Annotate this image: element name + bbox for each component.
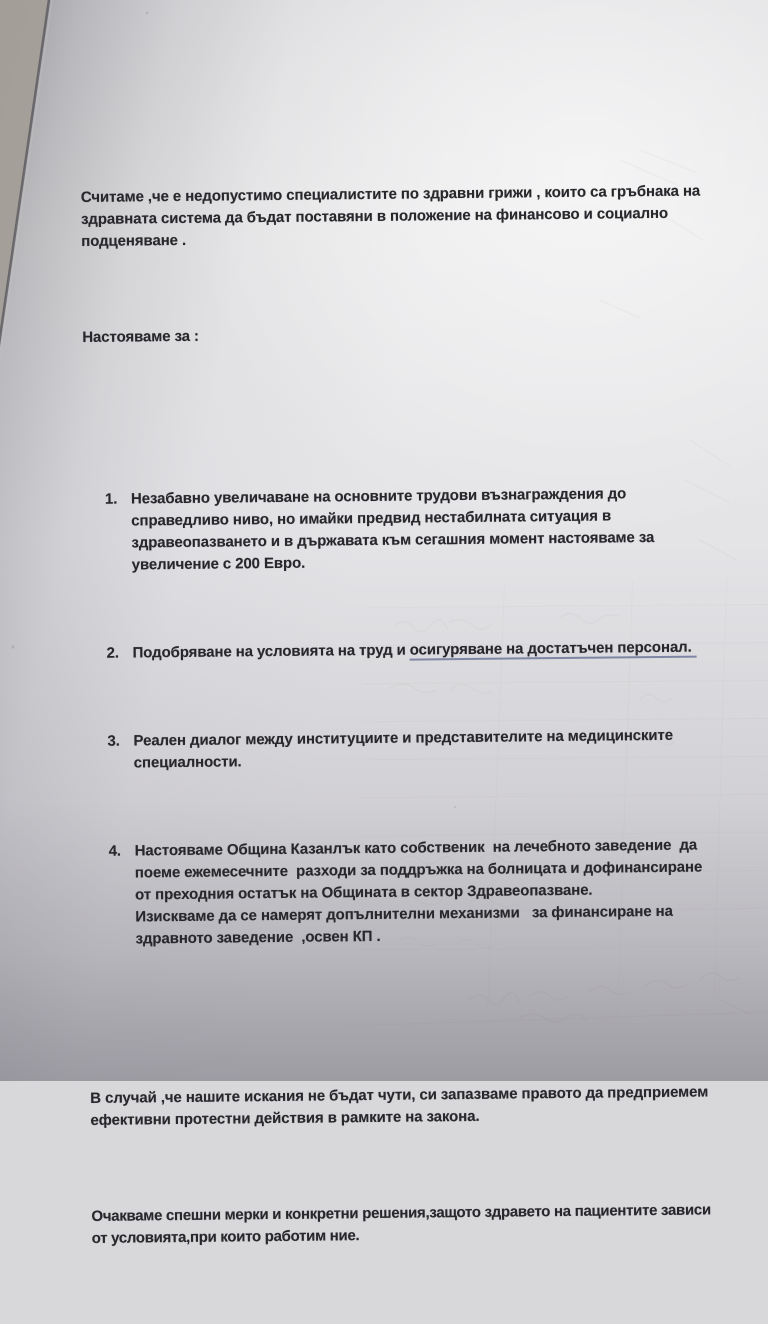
demand-item-4 xyxy=(88,834,721,951)
demand-text xyxy=(132,636,717,664)
demand-text xyxy=(135,834,721,950)
demands-intro: Настояваме за : xyxy=(82,327,199,346)
underlined-demand-text: осигуряване на достатъчен персонал. xyxy=(410,639,697,661)
demand-continuation: Изискваме да се намерят допълнителни механизми за финансиране на здравното заведение ,освен КП . xyxy=(135,902,678,948)
demands-list xyxy=(83,416,721,1017)
demand-text: Незабавно увеличаване на основните трудови възнаграждения до справедливо ниво, но имайки предвид нестабилната ситуация в здравеопазването и в държавата към сегашния момент настояваме за увеличение с 200 Евро. xyxy=(130,485,659,574)
demand-number: 2. xyxy=(106,644,119,662)
closing-paragraph: Очакваме спешни мерки и конкретни решения,защото здравето на пациентите зависи от условията,при които работим ние. xyxy=(91,1201,715,1247)
demand-text: Реален диалог между институциите и представителите на медицинските специалности. xyxy=(133,726,678,772)
demand-number: 3. xyxy=(107,732,120,750)
demand-item-3 xyxy=(86,724,718,775)
opening-paragraph: Считаме ,че е недопустимо специалистите по здравни грижи , които са гръбнака на здравната система да бъдат поставяни в положение на финансово и социално подценяване . xyxy=(80,182,705,250)
demand-number: 4. xyxy=(108,842,122,860)
demand-text-plain: Подобряване на условията на труд и xyxy=(132,641,410,662)
demand-text-main: Настояваме Община Казанлък като собственик на лечебното заведение да поеме ежемесечните разходи за поддръжка на болницата и дофинансиране от преходния остатък на Общината в сектор Здравеопазване. xyxy=(134,836,707,904)
demand-item-1 xyxy=(84,482,717,577)
warning-paragraph: В случай ,че нашите искания не бъдат чути, си запазваме правото да предприемем ефективни протестни действия в рамките на закона. xyxy=(90,1083,713,1129)
document-text xyxy=(80,114,725,1324)
demand-item-2 xyxy=(85,636,717,665)
demand-number: 1. xyxy=(104,490,118,508)
